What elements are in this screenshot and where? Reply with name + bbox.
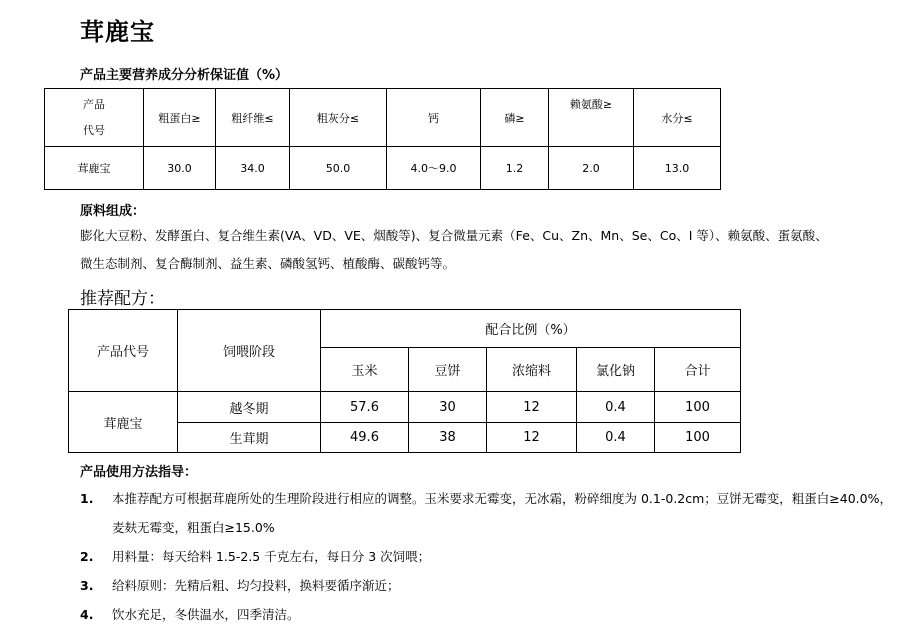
product-code-header: 产品代号 bbox=[69, 310, 178, 392]
usage-item-number: 1. bbox=[80, 491, 94, 506]
ratio-col-header: 浓缩料 bbox=[487, 348, 577, 392]
usage-item bbox=[80, 484, 900, 542]
ratio-col-header: 玉米 bbox=[321, 348, 409, 392]
usage-item-text: 饮水充足，冬供温水，四季清洁。 bbox=[112, 607, 300, 622]
nutrition-value: 30.0 bbox=[144, 147, 216, 190]
recipe-value: 100 bbox=[655, 392, 741, 423]
nutrition-value: 34.0 bbox=[216, 147, 290, 190]
ratio-col-header: 氯化钠 bbox=[577, 348, 655, 392]
recipe-value: 0.4 bbox=[577, 392, 655, 423]
nutrition-value: 50.0 bbox=[290, 147, 387, 190]
nutrition-col-header: 粗蛋白≥ bbox=[144, 89, 216, 147]
recipe-product-name: 茸鹿宝 bbox=[69, 392, 178, 453]
usage-item-number: 3. bbox=[80, 578, 94, 593]
usage-item-number: 2. bbox=[80, 549, 94, 564]
usage-item-text: 给料原则：先精后粗、均匀投料，换料要循序渐近； bbox=[112, 578, 400, 593]
recipe-heading: 推荐配方： bbox=[80, 289, 165, 309]
usage-item-text: 用料量：每天给料 1.5-2.5 千克左右，每日分 3 次饲喂； bbox=[112, 549, 431, 564]
nutrition-table bbox=[44, 88, 721, 190]
recipe-value: 30 bbox=[409, 392, 487, 423]
nutrition-heading: 产品主要营养成分分析保证值（%） bbox=[80, 68, 289, 83]
usage-item bbox=[80, 571, 900, 600]
recipe-value: 12 bbox=[487, 423, 577, 453]
recipe-value: 0.4 bbox=[577, 423, 655, 453]
raw-materials-line-1: 膨化大豆粉、发酵蛋白、复合维生素(VA、VD、VE、烟酸等)、复合微量元素（Fe、Cu、Zn、Mn、Se、Co、I 等）、赖氨酸、蛋氨酸、 bbox=[80, 228, 828, 243]
usage-item bbox=[80, 600, 900, 629]
nutrition-col-header: 粗纤维≤ bbox=[216, 89, 290, 147]
recipe-table bbox=[68, 309, 741, 453]
ratio-col-header: 合计 bbox=[655, 348, 741, 392]
recipe-stage: 越冬期 bbox=[178, 392, 321, 423]
nutrition-col-header: 钙 bbox=[387, 89, 481, 147]
raw-materials-line-2: 微生态制剂、复合酶制剂、益生素、磷酸氢钙、植酸酶、碳酸钙等。 bbox=[80, 256, 456, 271]
ratio-col-header: 豆饼 bbox=[409, 348, 487, 392]
page-title: 茸鹿宝 bbox=[80, 18, 155, 46]
nutrition-value: 4.0～9.0 bbox=[387, 147, 481, 190]
recipe-value: 100 bbox=[655, 423, 741, 453]
usage-list bbox=[80, 484, 900, 629]
recipe-value: 12 bbox=[487, 392, 577, 423]
recipe-value: 38 bbox=[409, 423, 487, 453]
usage-item bbox=[80, 542, 900, 571]
recipe-value: 57.6 bbox=[321, 392, 409, 423]
usage-item-number: 4. bbox=[80, 607, 94, 622]
nutrition-value: 2.0 bbox=[549, 147, 634, 190]
nutrition-col-header: 磷≥ bbox=[481, 89, 549, 147]
nutrition-value: 13.0 bbox=[634, 147, 721, 190]
nutrition-value: 1.2 bbox=[481, 147, 549, 190]
nutrition-col-header: 水分≤ bbox=[634, 89, 721, 147]
nutrition-row-name: 茸鹿宝 bbox=[45, 147, 144, 190]
feeding-stage-header: 饲喂阶段 bbox=[178, 310, 321, 392]
recipe-stage: 生茸期 bbox=[178, 423, 321, 453]
nutrition-col-header: 赖氨酸≥ bbox=[549, 89, 634, 147]
recipe-value: 49.6 bbox=[321, 423, 409, 453]
product-code-header: 产品 代号 bbox=[45, 89, 144, 147]
usage-item-text: 本推荐配方可根据茸鹿所处的生理阶段进行相应的调整。玉米要求无霉变，无冰霜，粉碎细度为 0.1-0.2cm；豆饼无霉变，粗蛋白≥40.0%，麦麸无霉变，粗蛋白≥15.0% bbox=[112, 491, 892, 535]
ratio-header: 配合比例（%） bbox=[321, 310, 741, 348]
usage-heading: 产品使用方法指导： bbox=[80, 465, 198, 480]
nutrition-col-header: 粗灰分≤ bbox=[290, 89, 387, 147]
raw-materials-heading: 原料组成： bbox=[80, 204, 146, 219]
